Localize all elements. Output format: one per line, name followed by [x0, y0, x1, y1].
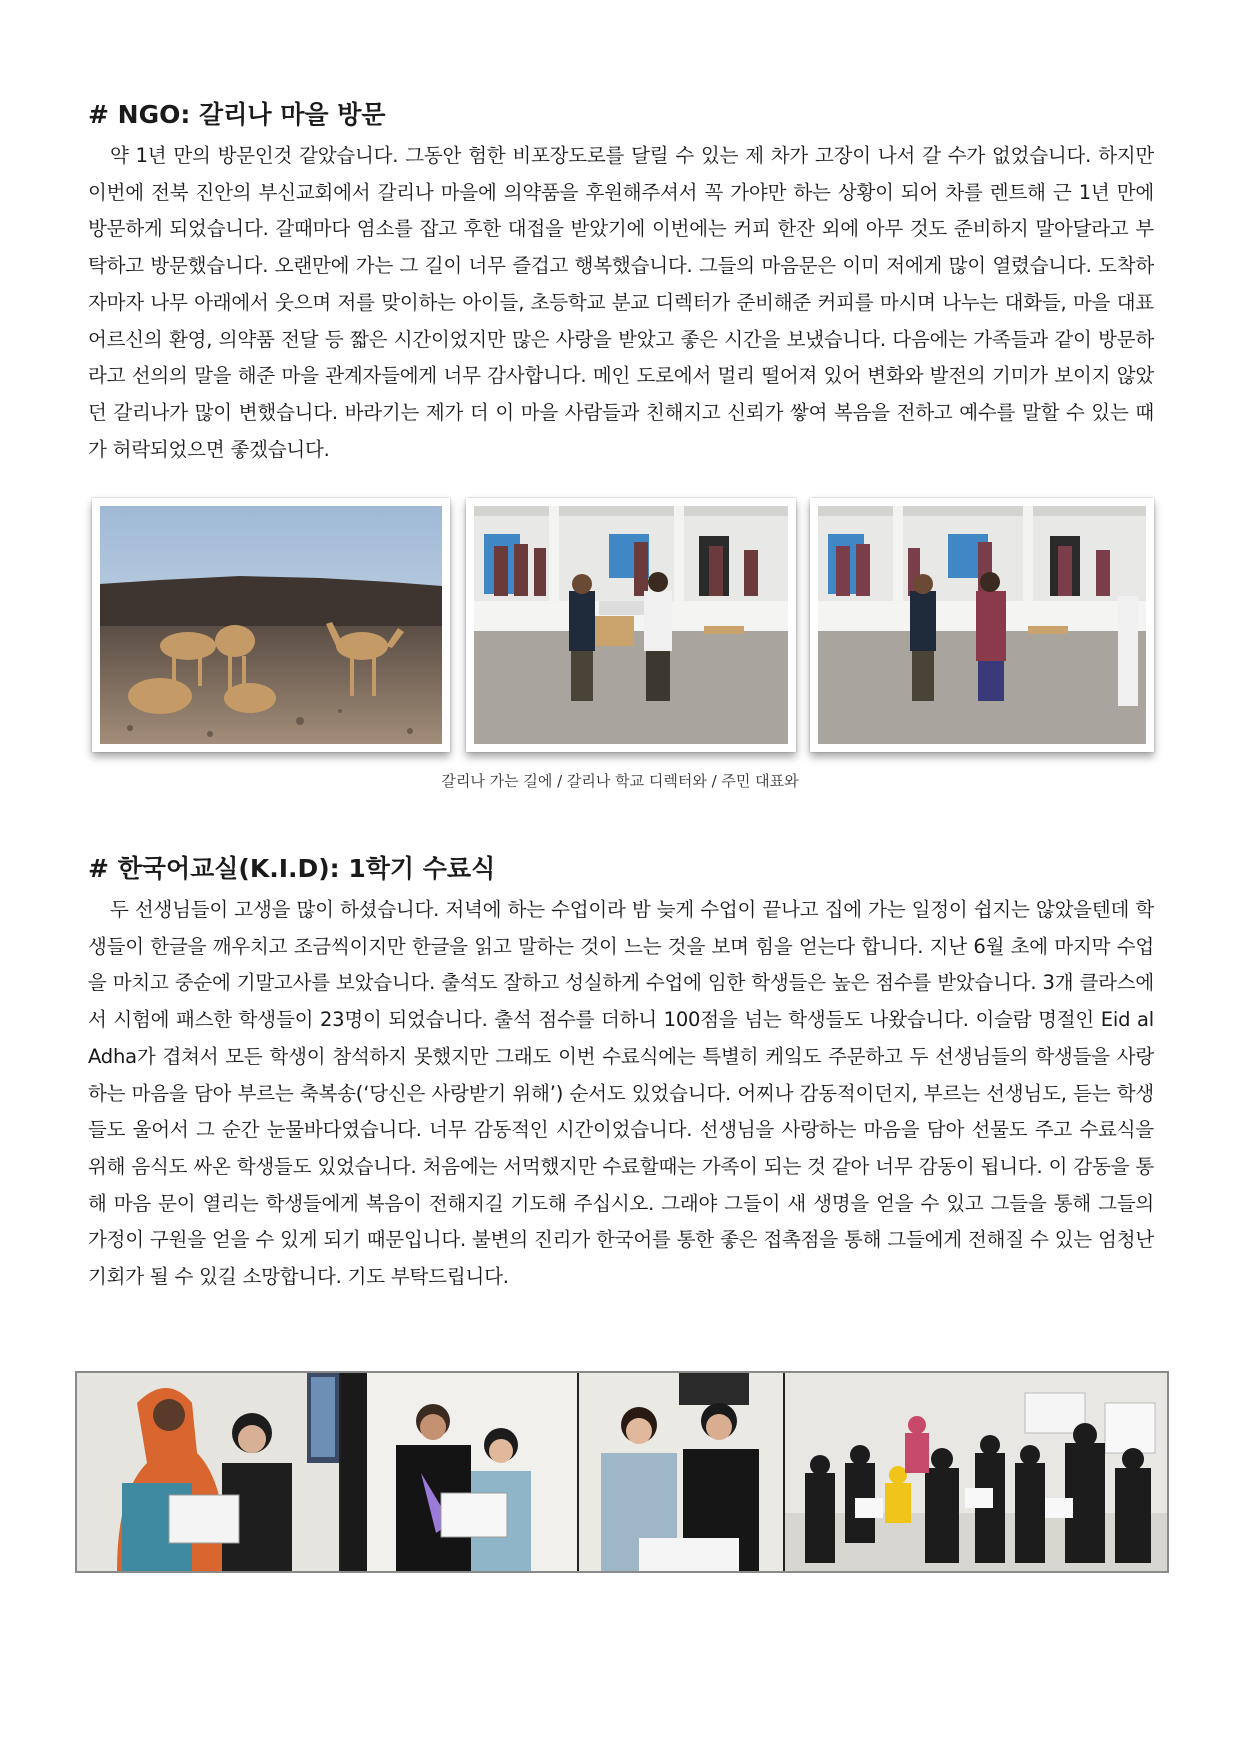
village-representative-photo	[810, 498, 1154, 752]
camels-photo	[92, 498, 450, 752]
group-photo	[785, 1373, 1167, 1571]
ngo-photo-caption: 갈리나 가는 길에 / 갈리나 학교 디렉터와 / 주민 대표와	[441, 772, 799, 790]
ngo-section	[88, 98, 1154, 468]
ngo-paragraph: 약 1년 만의 방문인것 같았습니다. 그동안 험한 비포장도로를 달릴 수 있는 제 차가 고장이 나서 갈 수가 없었습니다. 하지만 이번에 전북 진안의 부신교회에서 갈리나 마을에 의약품을 후원해주셔서 꼭 가야만 하는 상황이 되어 차를 렌트해 근 1년 만에 방문하게 되었습니다. 갈때마다 염소를 잡고 후한 대접을 받았기에 이번에는 커피 한잔 외에 아무 것도 준비하지 말아달라고 부탁하고 방문했습니다. 오랜만에 가는 그 길이 너무 즐겁고 행복했습니다. 그들의 마음문은 이미 저에게 많이 열렸습니다. 도착하자마자 나무 아래에서 웃으며 저를 맞이하는 아이들, 초등학교 분교 디렉터가 준비해준 커피를 마시며 나누는 대화들, 마을 대표 어르신의 환영, 의약품 전달 등 짧은 시간이었지만 많은 사랑을 받았고 좋은 시간을 보냈습니다. 다음에는 가족들과 같이 방문하라고 선의의 말을 해준 마을 관계자들에게 너무 감사합니다. 메인 도로에서 멀리 떨어져 있어 변화와 발전의 기미가 보이지 않았던 갈리나가 많이 변했습니다. 바라기는 제가 더 이 마을 사람들과 친해지고 신뢰가 쌓여 복음을 전하고 예수를 말할 수 있는 때가 허락되었으면 좋겠습니다.	[88, 144, 1154, 461]
kid-paragraph: 두 선생님들이 고생을 많이 하셨습니다. 저녁에 하는 수업이라 밤 늦게 수업이 끝나고 집에 가는 일정이 쉽지는 않았을텐데 학생들이 한글을 깨우치고 조금씩이지만 한글을 읽고 말하는 것이 느는 것을 보며 힘을 얻는다 합니다. 지난 6월 초에 마지막 수업을 마치고 중순에 기말고사를 보았습니다. 출석도 잘하고 성실하게 수업에 임한 학생들은 높은 점수를 받았습니다. 3개 클라스에서 시험에 패스한 학생들이 23명이 되었습니다. 출석 점수를 더하니 100점을 넘는 학생들도 나왔습니다. 이슬람 명절인 Eid al Adha가 겹쳐서 모든 학생이 참석하지 못했지만 그래도 이번 수료식에는 특별히 케잌도 주문하고 두 선생님들의 학생들을 사랑하는 마음을 담아 부르는 축복송(‘당신은 사랑받기 위해’) 순서도 있었습니다. 어찌나 감동적이던지, 부르는 선생님도, 듣는 학생들도 울어서 그 순간 눈물바다였습니다. 너무 감동적인 시간이었습니다. 선생님을 사랑하는 마음을 담아 선물도 주고 수료식을 위해 음식도 싸온 학생들도 있었습니다. 처음에는 서먹했지만 수료할때는 가족이 되는 것 같아 너무 감동이 됩니다. 이 감동을 통해 마음 문이 열리는 학생들에게 복음이 전해지길 기도해 주십시오. 그래야 그들이 새 생명을 얻을 수 있고 그들을 통해 그들의 가정이 구원을 얻을 수 있게 되기 때문입니다. 불변의 진리가 한국어를 통한 좋은 접촉점을 통해 그들에게 전해질 수 있는 엄청난 기회가 될 수 있길 소망합니다. 기도 부탁드립니다.	[88, 898, 1154, 1289]
teacher-certificate-photo-1	[77, 1373, 339, 1571]
school-director-photo	[466, 498, 796, 752]
ngo-heading: # NGO: 갈리나 마을 방문	[88, 100, 386, 129]
graduation-photo-strip	[75, 1371, 1169, 1573]
ngo-photo-row	[92, 498, 1154, 758]
kid-section	[88, 852, 1154, 1296]
kid-heading: # 한국어교실(K.I.D): 1학기 수료식	[88, 854, 496, 883]
teacher-certificate-photo-2	[341, 1373, 577, 1571]
cake-cutting-photo	[579, 1373, 783, 1571]
